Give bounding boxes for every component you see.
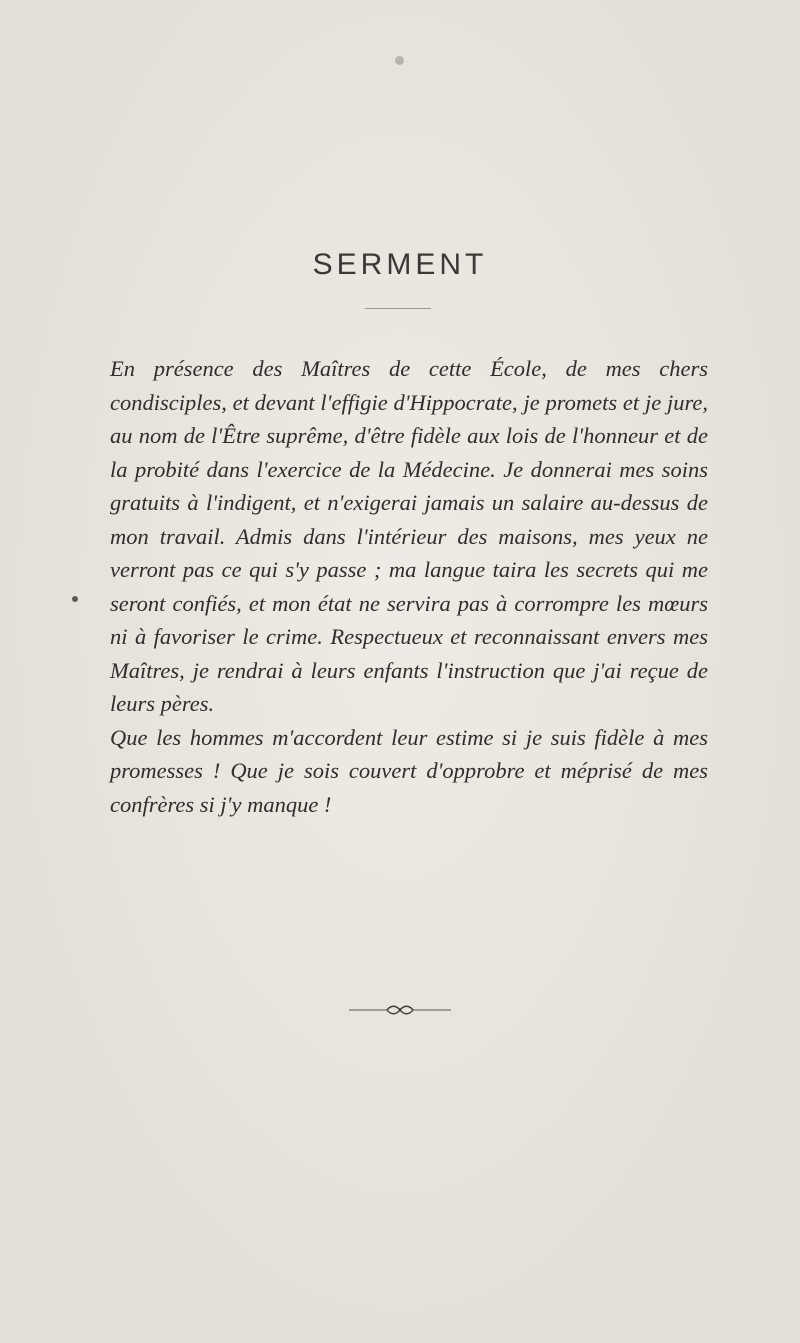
oath-paragraph-2: Que les hommes m'accordent leur estime si je suis fidèle à mes promesses ! Que je sois couvert d'opprobre et méprisé de mes confrères si j'y manque ! xyxy=(110,724,708,817)
margin-mark xyxy=(72,596,78,602)
oath-text xyxy=(110,352,708,821)
title-divider xyxy=(365,308,431,309)
page-title: SERMENT xyxy=(312,248,488,281)
oath-paragraph-1: En présence des Maîtres de cette École, de mes chers condisciples, et devant l'effigie d'Hippocrate, je promets et je jure, au nom de l'Être suprême, d'être fidèle aux lois de l'honneur et de la probité dans l'exercice de la Médecine. Je donnerai mes soins gratuits à l'indigent, et n'exigerai jamais un salaire au-dessus de mon travail. Admis dans l'intérieur des maisons, mes yeux ne verront pas ce qui s'y passe ; ma langue taira les secrets qui me seront confiés, et mon état ne servira pas à corrompre les mœurs ni à favoriser le crime. Respectueux et reconnaissant envers mes Maîtres, je rendrai à leurs enfants l'instruction que j'ai reçue de leurs pères. xyxy=(110,356,708,716)
paper-spot xyxy=(395,56,404,65)
closing-ornament xyxy=(349,1004,451,1016)
